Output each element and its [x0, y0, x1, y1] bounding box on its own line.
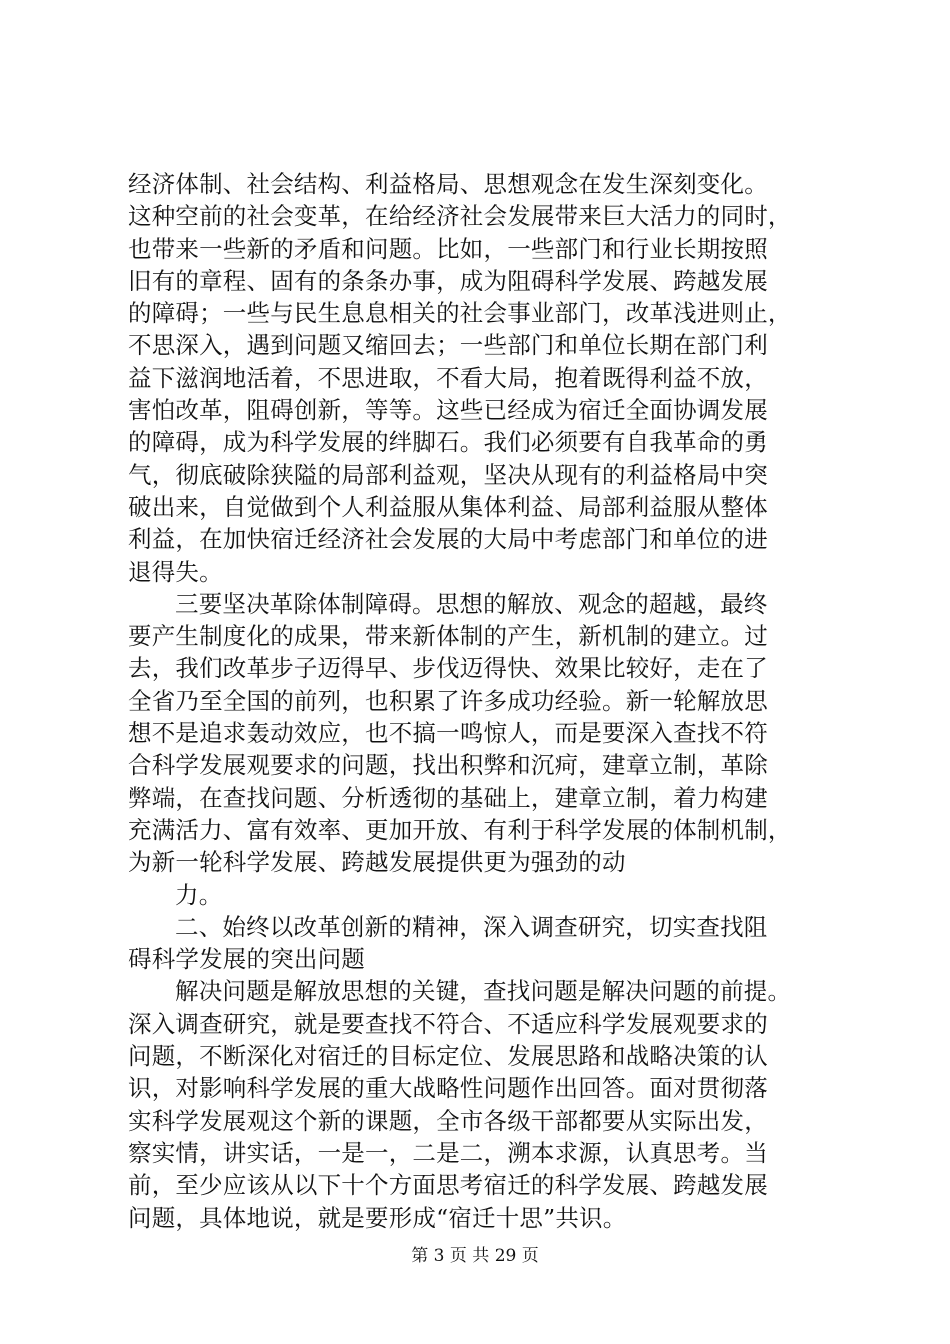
text-line: 这种空前的社会变革，在给经济社会发展带来巨大活力的同时，: [128, 202, 792, 231]
text-line: 去，我们改革步子迈得早、步伐迈得快、效果比较好，走在了: [128, 654, 768, 683]
text-line: 弊端，在查找问题、分析透彻的基础上，建章立制，着力构建: [128, 783, 768, 812]
text-line: 要产生制度化的成果，带来新体制的产生，新机制的建立。过: [128, 622, 768, 651]
paragraph-start-line: 解决问题是解放思想的关键，查找问题是解决问题的前提。: [175, 977, 792, 1006]
text-line: 经济体制、社会结构、利益格局、思想观念在发生深刻变化。: [128, 170, 768, 198]
text-line: 破出来，自觉做到个人利益服从集体利益、局部利益服从整体: [128, 492, 768, 521]
text-line: 全省乃至全国的前列，也积累了许多成功经验。新一轮解放思: [128, 686, 768, 715]
text-line: 气，彻底破除狭隘的局部利益观，坚决从现有的利益格局中突: [128, 460, 768, 489]
text-line: 问题，具体地说，就是要形成“宿迁十思”共识。: [128, 1203, 627, 1232]
text-line: 也带来一些新的矛盾和问题。比如，一些部门和行业长期按照: [128, 234, 768, 263]
page-number-footer: 第 3 页 共 29 页: [411, 1246, 539, 1266]
text-line: 识，对影响科学发展的重大战略性问题作出回答。面对贯彻落: [128, 1074, 768, 1103]
body-text: [128, 168, 840, 1234]
text-line: 问题，不断深化对宿迁的目标定位、发展思路和战略决策的认: [128, 1042, 768, 1071]
text-line: 深入调查研究，就是要查找不符合、不适应科学发展观要求的: [128, 1009, 768, 1038]
text-line: 力。: [175, 880, 223, 909]
text-line: 旧有的章程、固有的条条办事，成为阻碍科学发展、跨越发展: [128, 266, 768, 295]
text-line: 益下滋润地活着，不思进取，不看大局，抱着既得利益不放，: [128, 363, 768, 392]
text-line: 想不是追求轰动效应，也不搞一鸣惊人，而是要深入查找不符: [128, 719, 768, 748]
section-heading-line: 二、始终以改革创新的精神，深入调查研究，切实查找阻: [175, 912, 768, 941]
text-line: 合科学发展观要求的问题，找出积弊和沉疴，建章立制，革除: [128, 751, 768, 780]
text-line: 利益，在加快宿迁经济社会发展的大局中考虑部门和单位的进: [128, 525, 768, 554]
text-line: 为新一轮科学发展、跨越发展提供更为强劲的动: [128, 848, 626, 877]
text-line: 的障碍，成为科学发展的绊脚石。我们必须要有自我革命的勇: [128, 428, 768, 457]
section-heading-line: 碍科学发展的突出问题: [128, 945, 365, 974]
text-line: 退得失。: [128, 557, 223, 586]
paragraph-start-line: 三要坚决革除体制障碍。思想的解放、观念的超越，最终: [175, 589, 768, 618]
text-line: 实科学发展观这个新的课题，全市各级干部都要从实际出发，: [128, 1106, 768, 1135]
text-line: 察实情，讲实话，一是一，二是二，溯本求源，认真思考。当: [128, 1138, 768, 1167]
text-line: 前，至少应该从以下十个方面思考宿迁的科学发展、跨越发展: [128, 1171, 768, 1200]
text-line: 害怕改革，阻碍创新，等等。这些已经成为宿迁全面协调发展: [128, 396, 768, 425]
text-line: 不思深入，遇到问题又缩回去；一些部门和单位长期在部门利: [128, 331, 768, 360]
text-line: 的障碍；一些与民生息息相关的社会事业部门，改革浅进则止，: [128, 299, 792, 328]
text-line: 充满活力、富有效率、更加开放、有利于科学发展的体制机制，: [128, 815, 792, 844]
